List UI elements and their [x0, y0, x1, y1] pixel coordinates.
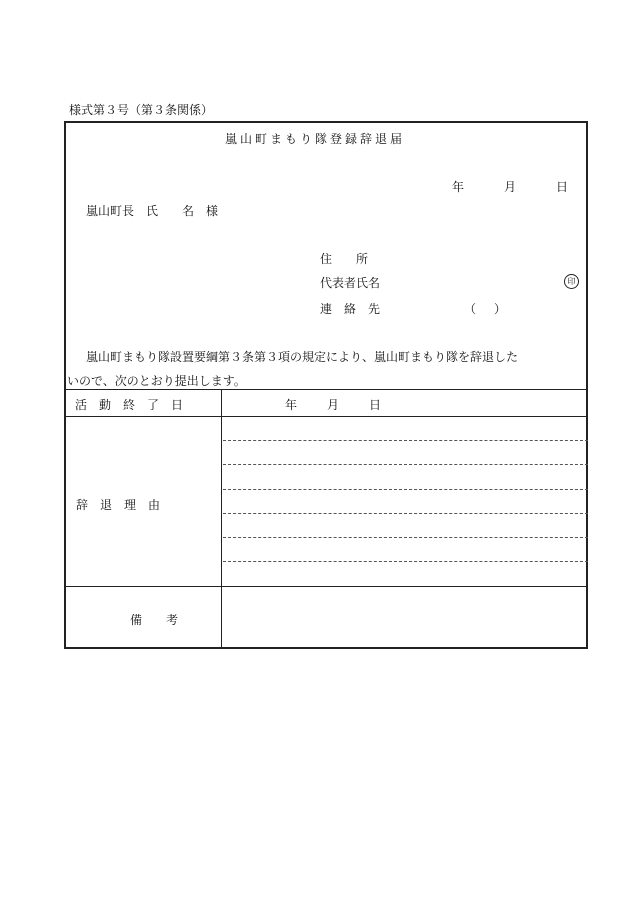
date-day-label: 日 — [556, 180, 569, 194]
table-row-divider — [64, 586, 588, 587]
activity-end-day: 日 — [369, 398, 382, 412]
representative-name-label: 代表者氏名 — [320, 276, 381, 290]
activity-end-month: 月 — [327, 398, 340, 412]
seal-mark: 印 — [564, 274, 579, 289]
reason-line — [223, 537, 588, 538]
table-column-divider — [221, 389, 222, 648]
table-top-border — [64, 389, 588, 390]
activity-end-label: 活 動 終 了 日 — [75, 398, 184, 412]
reason-line — [223, 489, 588, 490]
form-title: 嵐山町まもり隊登録辞退届 — [225, 132, 406, 146]
form-number: 様式第３号（第３条関係） — [69, 103, 214, 117]
body-text-line-1: 嵐山町まもり隊設置要綱第３条第３項の規定により、嵐山町まもり隊を辞退した — [86, 350, 519, 364]
date-month-label: 月 — [504, 180, 517, 194]
contact-label: 連 絡 先 — [320, 302, 381, 316]
remarks-label: 備 考 — [130, 613, 179, 627]
reason-line — [223, 440, 588, 441]
reason-line — [223, 561, 588, 562]
activity-end-year: 年 — [285, 398, 298, 412]
reason-line — [223, 513, 588, 514]
phone-paren-open: （ — [464, 302, 477, 316]
body-text-line-2: いので、次のとおり提出します。 — [67, 374, 246, 388]
reason-line — [223, 464, 588, 465]
date-year-label: 年 — [452, 180, 465, 194]
addressee: 嵐山町長 氏 名 様 — [86, 204, 219, 218]
phone-paren-close: ） — [494, 302, 507, 316]
reason-label: 辞 退 理 由 — [76, 498, 161, 512]
table-row-divider — [64, 416, 588, 417]
address-label: 住 所 — [320, 252, 369, 266]
